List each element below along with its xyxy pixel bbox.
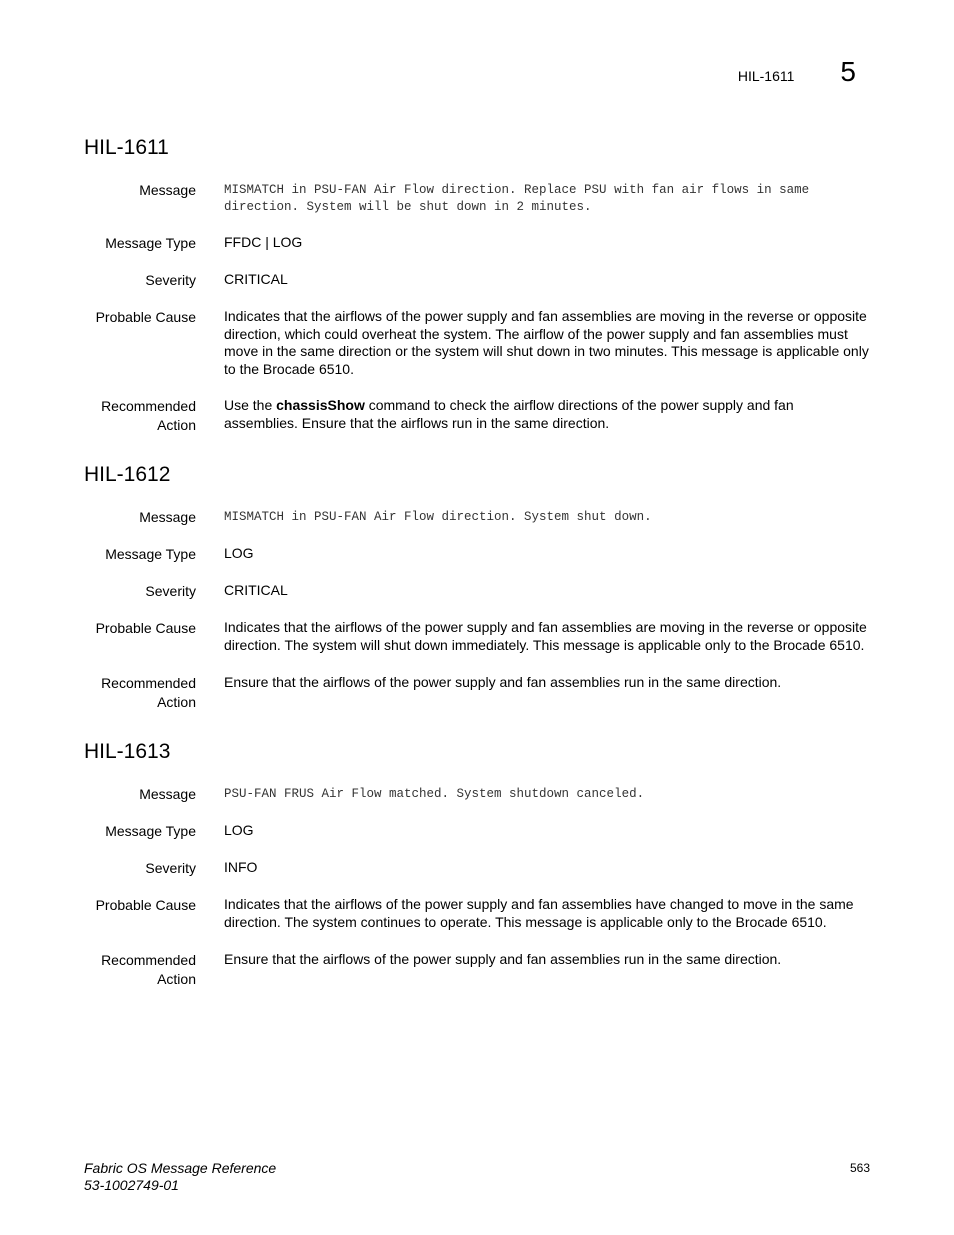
recommended-action-label: Recommended Action [101, 952, 196, 987]
message-type-label: Message Type [105, 546, 196, 562]
recommended-action-text: Ensure that the airflows of the power supply and fan assemblies run in the same direction. [224, 674, 782, 690]
footer-doc-info [84, 1160, 276, 1194]
message-text: PSU-FAN FRUS Air Flow matched. System shutdown canceled. [224, 787, 645, 801]
severity-value: CRITICAL [224, 271, 288, 287]
section-title: HIL-1611 [84, 136, 169, 159]
probable-cause-text: Indicates that the airflows of the power supply and fan assemblies are moving in the reverse or opposite direction, which could overheat the system. The airflow of the power supply and fan assemblies must move in the same direction or the system will shut down in two minutes. This message is applicable only to the Brocade 6510. [224, 308, 869, 377]
probable-cause-label: Probable Cause [95, 309, 196, 325]
probable-cause-label: Probable Cause [95, 620, 196, 636]
message-type-label: Message Type [105, 235, 196, 251]
message-type-label: Message Type [105, 823, 196, 839]
recommended-action-text: Ensure that the airflows of the power supply and fan assemblies run in the same direction. [224, 951, 782, 967]
page-number: 563 [849, 1161, 870, 1175]
footer-doc-title: Fabric OS Message Reference [84, 1160, 277, 1176]
severity-value: INFO [224, 859, 258, 875]
severity-label: Severity [145, 583, 196, 599]
footer-doc-number: 53-1002749-01 [84, 1177, 179, 1193]
probable-cause-label: Probable Cause [95, 897, 196, 913]
message-label: Message [139, 182, 196, 198]
message-type-value: LOG [224, 545, 254, 561]
recommended-action-label: Recommended Action [101, 398, 196, 433]
section-title: HIL-1612 [84, 463, 171, 486]
command-name: chassisShow [276, 397, 365, 413]
running-title: HIL-1611 [737, 68, 795, 84]
message-type-value: FFDC | LOG [224, 234, 303, 250]
probable-cause-text: Indicates that the airflows of the power supply and fan assemblies are moving in the reverse or opposite direction. The system will shut down immediately. This message is applicable only to the Brocade 6510. [224, 619, 867, 653]
message-text: MISMATCH in PSU-FAN Air Flow direction. Replace PSU with fan air flows in same direction. System will be shut down in 2 minutes. [224, 183, 810, 214]
severity-label: Severity [145, 272, 196, 288]
running-header [738, 58, 856, 86]
severity-label: Severity [145, 860, 196, 876]
chapter-number: 5 [840, 56, 856, 87]
message-text: MISMATCH in PSU-FAN Air Flow direction. System shut down. [224, 510, 652, 524]
message-label: Message [139, 786, 196, 802]
message-type-value: LOG [224, 822, 254, 838]
message-label: Message [139, 509, 196, 525]
severity-value: CRITICAL [224, 582, 288, 598]
recommended-action-text: Use the chassisShow command to check the airflow directions of the power supply and fan assemblies. Ensure that the airflows run in the same direction. [224, 397, 794, 431]
section-title: HIL-1613 [84, 740, 171, 763]
probable-cause-text: Indicates that the airflows of the power supply and fan assemblies have changed to move in the same direction. The system continues to operate. This message is applicable only to the Brocade 6510. [224, 896, 854, 930]
recommended-action-label: Recommended Action [101, 675, 196, 710]
